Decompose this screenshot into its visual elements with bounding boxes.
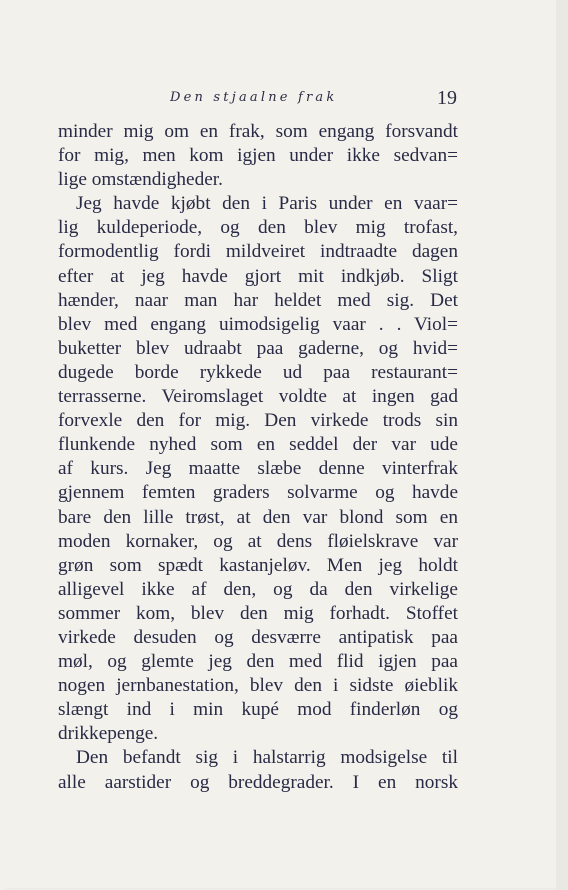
text-line: virkede desuden og desværre antipatisk paa: [58, 626, 458, 648]
running-title: Den stjaalne frak: [170, 90, 338, 105]
text-line: alle aarstider og breddegrader. I en norsk: [58, 771, 458, 793]
text-line: lige omstændigheder.: [58, 169, 223, 191]
text-line: buketter blev udraabt paa gaderne, og hvid=: [58, 337, 458, 359]
text-line: flunkende nyhed som en seddel der var ude: [58, 434, 458, 456]
text-line: gjennem femten graders solvarme og havde: [58, 482, 458, 504]
text-line: formodentlig fordi mildveiret indtraadte dagen: [58, 241, 458, 263]
text-line: lig kuldeperiode, og den blev mig trofast,: [58, 217, 458, 239]
text-line: Den befandt sig i halstarrig modsigelse til: [76, 747, 458, 769]
text-line: moden kornaker, og at dens fløielskrave var: [58, 530, 458, 552]
text-line: grøn som spædt kastanjeløv. Men jeg holdt: [58, 554, 458, 576]
text-line: for mig, men kom igjen under ikke sedvan=: [58, 145, 458, 167]
text-line: blev med engang uimodsigelig vaar . . Viol=: [58, 313, 458, 335]
text-line: slængt ind i min kupé mod finderløn og: [58, 699, 458, 721]
text-line: terrasserne. Veiromslaget voldte at ingen gad: [58, 386, 458, 408]
text-line: bare den lille trøst, at den var blond som en: [58, 506, 458, 528]
body-text: [58, 120, 458, 795]
text-line: minder mig om en frak, som engang forsvandt: [58, 121, 458, 142]
text-line: af kurs. Jeg maatte slæbe denne vinterfrak: [58, 458, 458, 480]
page-edge: [556, 0, 568, 890]
text-line: forvexle den for mig. Den virkede trods sin: [58, 410, 458, 432]
text-line: sommer kom, blev den mig forhadt. Stoffet: [58, 602, 458, 624]
page-header: [58, 88, 458, 114]
text-line: Jeg havde kjøbt den i Paris under en vaar=: [76, 193, 458, 215]
text-line: hænder, naar man har heldet med sig. Det: [58, 289, 458, 311]
text-line: drikkepenge.: [58, 723, 159, 745]
text-line: efter at jeg havde gjort mit indkjøb. Sligt: [58, 265, 458, 287]
text-line: alligevel ikke af den, og da den virkelige: [58, 578, 458, 600]
text-line: dugede borde rykkede ud paa restaurant=: [58, 361, 458, 383]
page-number: 19: [437, 87, 457, 109]
text-line: nogen jernbanestation, blev den i sidste øieblik: [58, 675, 458, 697]
text-line: møl, og glemte jeg den med flid igjen paa: [58, 651, 458, 673]
